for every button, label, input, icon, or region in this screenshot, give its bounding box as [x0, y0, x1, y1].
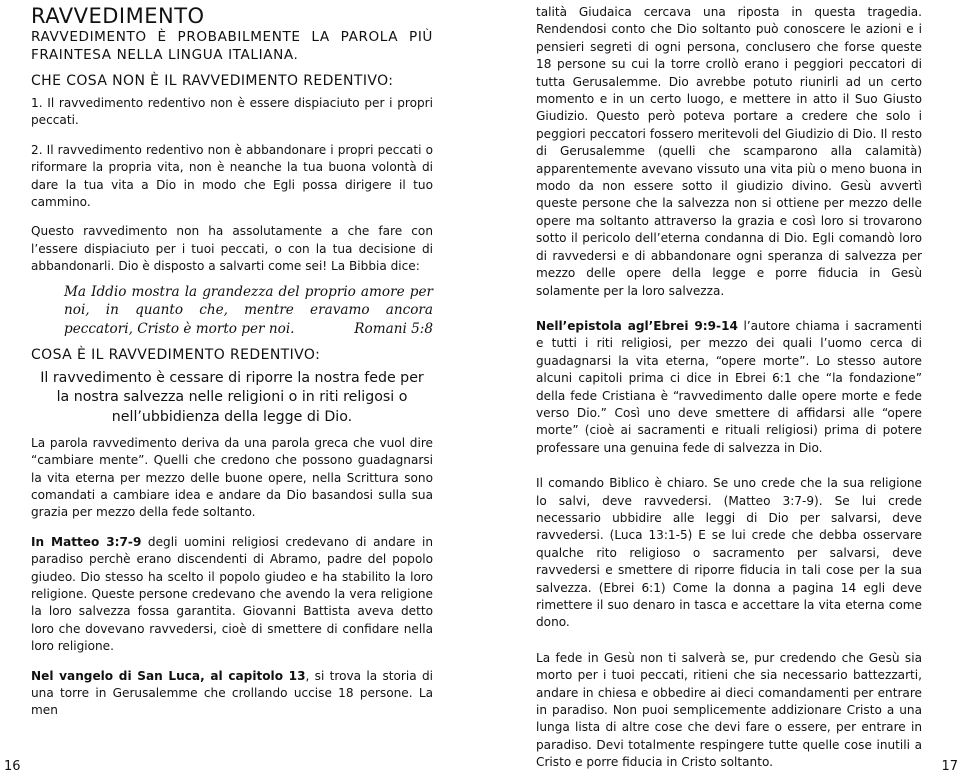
left-column — [31, 4, 433, 720]
bible-quote — [64, 283, 433, 339]
paragraph: La fede in Gesù non ti salverà se, pur credendo che Gesù sia morto per i tuoi peccati, ritieni che sia necessario battezzarti, andare in chiesa e obbedire ai dieci comandamenti per entrare in paradiso. Non puoi semplicemente addizionare Cristo a una lunga lista di altre cose che devi fare o essere, per entrare in paradiso. Devi totalmente respingere tutte quelle cose inutili a Cristo e porre fiducia in Cristo soltanto. — [536, 650, 922, 770]
paragraph: Il comando Biblico è chiaro. Se uno crede che la sua religione lo salvi, deve ravvedersi. (Matteo 3:7-9). Se lui crede necessario ubbidire alle leggi di Dio per salvarsi, deve ravvedersi. (Luca 13:1-5) E se lui crede che debba osservare qualche rito religioso o sacramento per salvarsi, deve ravvedersi e smettere di riporre fiducia in tali cose per la sua salvezza. (Ebrei 6:1) Come la donna a pagina 14 egli deve rimettere il suo denaro in tasca e accettare la vita eterna come dono. — [536, 476, 922, 630]
section-heading-not-redemptive: CHE COSA NON È IL RAVVEDIMENTO REDENTIVO: — [31, 73, 394, 89]
scripture-reference: In Matteo 3:7-9 — [31, 534, 142, 549]
paragraph — [536, 318, 922, 457]
page-number: 16 — [4, 759, 21, 774]
paragraph-text: l’autore chiama i sacramenti e tutti i riti religiosi, per mezzo dei quali l’uomo cerca di guadagnarsi la vita eterna, “opere morte”. Lo stesso autore alcuni capitoli prima ci dice in Ebrei 6:1 che “la fondazione” della fede Cristiana è “ravvedimento dalle opere morte e fede verso Dio.” Così uno deve smettere di affidarsi alle “opere morte” (cioè ai sacramenti e rituali religiosi) prima di potere professare una genuina fede di salvezza in Dio. — [536, 318, 922, 455]
right-page — [484, 0, 968, 778]
right-column — [536, 4, 922, 772]
scripture-reference: Nel vangelo di San Luca, al capitolo 13 — [31, 668, 306, 683]
paragraph-text: degli uomini religiosi credevano di andare in paradiso perchè erano discendenti di Abramo, padre del popolo giudeo. Dio stesso ha scelto il popolo giudeo e ha stabilito la loro religione. Queste persone credevano che avendo la vera religione la loro salvezza fossa garantita. Giovanni Battista aveva detto loro che dovevano ravvedersi, cioè di smettere di confidare nella loro religione. — [31, 534, 433, 654]
quote-text: Ma Iddio mostra la grandezza del proprio amore per noi, in quanto che, mentre eravamo ancora peccatori, Cristo è morto per noi. — [64, 283, 433, 337]
list-item-1: 1. Il ravvedimento redentivo non è essere dispiaciuto per i propri peccati. — [31, 96, 433, 128]
paragraph-text: , si trova la storia di una torre in Gerusalemme che crollando uccise 18 persone. La men — [31, 668, 434, 718]
paragraph — [31, 534, 433, 656]
paragraph: talità Giudaica cercava una riposta in questa tragedia. Rendendosi conto che Dio soltanto può conoscere le azioni e i pensieri segreti di ogni persona, conclusero che forse queste 18 persone su cui la torre crollò erano i peggiori peccatori di tutta Gerusalemme. Dio avrebbe potuto riunirli ad un certo momento e in un certo luogo, e mettere in atto il Suo Giusto Giudizio. Questo però poteva portare a credere che solo i peggiori peccatori fossero meritevoli del Giudizio di Dio. Il resto di Gerusalemme (quelli che scamparono alla calamità) apparentemente avevano vissuto una vita più o meno buona in modo da non essere sotto il giudizio divino. Gesù avvertì queste persone che la salvezza non si ottiene per mezzo delle opere ma soltanto attraverso la grazia e così loro si trovarono sotto il pericolo dell’eterna condanna di Dio. Egli comandò loro di ravvedersi e di abbandonare ogni speranza di salvezza per mezzo delle opere della legge e porre fiducia in Gesù solamente per la loro salvezza. — [536, 5, 922, 298]
section-heading-redemptive: COSA È IL RAVVEDIMENTO REDENTIVO: — [31, 347, 321, 364]
page-number: 17 — [941, 759, 958, 774]
quote-reference: Romani 5:8 — [354, 320, 433, 337]
key-definition: Il ravvedimento è cessare di riporre la nostra fede per la nostra salvezza nelle religioni o in riti religosi o nell’ubbidienza della legge di Dio. — [40, 370, 424, 425]
page-title: RAVVEDIMENTO — [31, 4, 205, 28]
list-item-2: 2. Il ravvedimento redentivo non è abbandonare i propri peccati o riformare la propria vita, non è neanche la tua buona volontà di dare la tua vita a Dio in modo che Egli possa dirigere il tuo cammino. — [31, 142, 433, 210]
paragraph — [31, 668, 433, 720]
scripture-reference: Nell’epistola agl’Ebrei 9:9-14 — [536, 318, 738, 333]
paragraph: Questo ravvedimento non ha assolutamente a che fare con l’essere dispiaciuto per i tuoi peccati, o con la tua decisione di abbandonarli. Dio è disposto a salvarti come sei! La Bibbia dice: — [31, 224, 433, 274]
subtitle: RAVVEDIMENTO È PROBABILMENTE LA PAROLA PIÙ FRAINTESA NELLA LINGUA ITALIANA. — [31, 29, 433, 63]
paragraph: La parola ravvedimento deriva da una parola greca che vuol dire “cambiare mente”. Quelli che credono che possono guadagnarsi la vita eterna per mezzo delle buone opere, nella Scrittura sono comandati a cambiare idea e andare da Dio basandosi sulla sua grazia per mezzo della fede soltanto. — [31, 435, 433, 520]
